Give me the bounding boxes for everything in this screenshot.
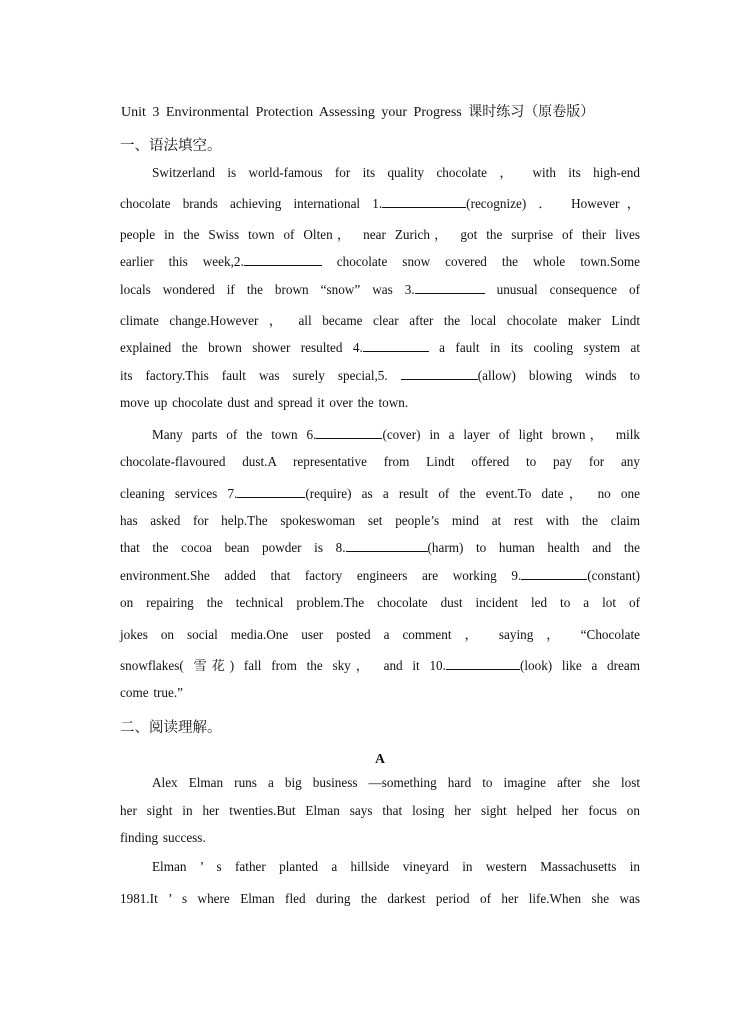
text-line: explained the brown shower resulted 4. a fault in its cooling system at: [120, 340, 640, 355]
answer-blank-10: [446, 658, 520, 670]
text-line: come true.”: [120, 685, 184, 700]
section-heading-grammar: 一、语法填空。: [120, 138, 222, 154]
answer-blank-5: [401, 368, 478, 380]
answer-blank-3: [415, 282, 485, 294]
text-line: chocolate-flavoured dust.A representative from Lindt offered to pay for any: [120, 454, 640, 469]
answer-blank-2: [244, 254, 322, 266]
text-line: 1981.It ’ s where Elman fled during the darkest period of her life.When she was: [120, 891, 640, 906]
text-line: people in the Swiss town of Olten， near Zurich， got the surprise of their lives: [120, 227, 640, 242]
passage-heading: A: [375, 751, 385, 766]
text-line: cleaning services 7. (require) as a result of the event.To date， no one: [120, 486, 640, 501]
answer-blank-1: [382, 196, 466, 208]
section-heading-reading: 二、阅读理解。: [120, 720, 222, 736]
text-line: Many parts of the town 6. (cover) in a layer of light brown， milk: [152, 427, 641, 442]
page-title: Unit 3 Environmental Protection Assessing your Progress 课时练习（原卷版）: [121, 105, 595, 120]
text-line: her sight in her twenties.But Elman says that losing her sight helped her focus on: [120, 803, 640, 818]
text-line: move up chocolate dust and spread it over the town.: [120, 395, 409, 410]
text-line: Elman ’ s father planted a hillside vineyard in western Massachusetts in: [152, 859, 640, 874]
text-line: Alex Elman runs a big business —something hard to imagine after she lost: [152, 775, 640, 790]
text-line: Switzerland is world-famous for its quality chocolate ， with its high-end: [152, 165, 640, 180]
text-line: locals wondered if the brown “snow” was 3. unusual consequence of: [120, 282, 640, 297]
answer-blank-8: [346, 540, 428, 552]
text-line: climate change.However ， all became clear after the local chocolate maker Lindt: [120, 313, 640, 328]
text-line: on repairing the technical problem.The chocolate dust incident led to a lot of: [120, 595, 640, 610]
text-line: that the cocoa bean powder is 8. (harm) to human health and the: [120, 540, 641, 555]
answer-blank-4: [363, 340, 429, 352]
text-line: environment.She added that factory engineers are working 9. (constant): [120, 568, 640, 583]
text-line: its factory.This fault was surely special,5. (allow) blowing winds to: [120, 368, 640, 383]
text-line: finding success.: [120, 830, 206, 845]
text-line: has asked for help.The spokeswoman set people’s mind at rest with the claim: [120, 513, 640, 528]
text-line: jokes on social media.One user posted a comment ， saying ， “Chocolate: [120, 627, 640, 642]
text-line: snowflakes( 雪花) fall from the sky， and it 10. (look) like a dream: [120, 658, 640, 673]
answer-blank-6: [316, 427, 382, 439]
text-line: earlier this week,2. chocolate snow covered the whole town.Some: [120, 254, 640, 269]
text-line: chocolate brands achieving international 1. (recognize) ． However，: [120, 196, 640, 211]
answer-blank-9: [521, 568, 587, 580]
answer-blank-7: [237, 486, 305, 498]
